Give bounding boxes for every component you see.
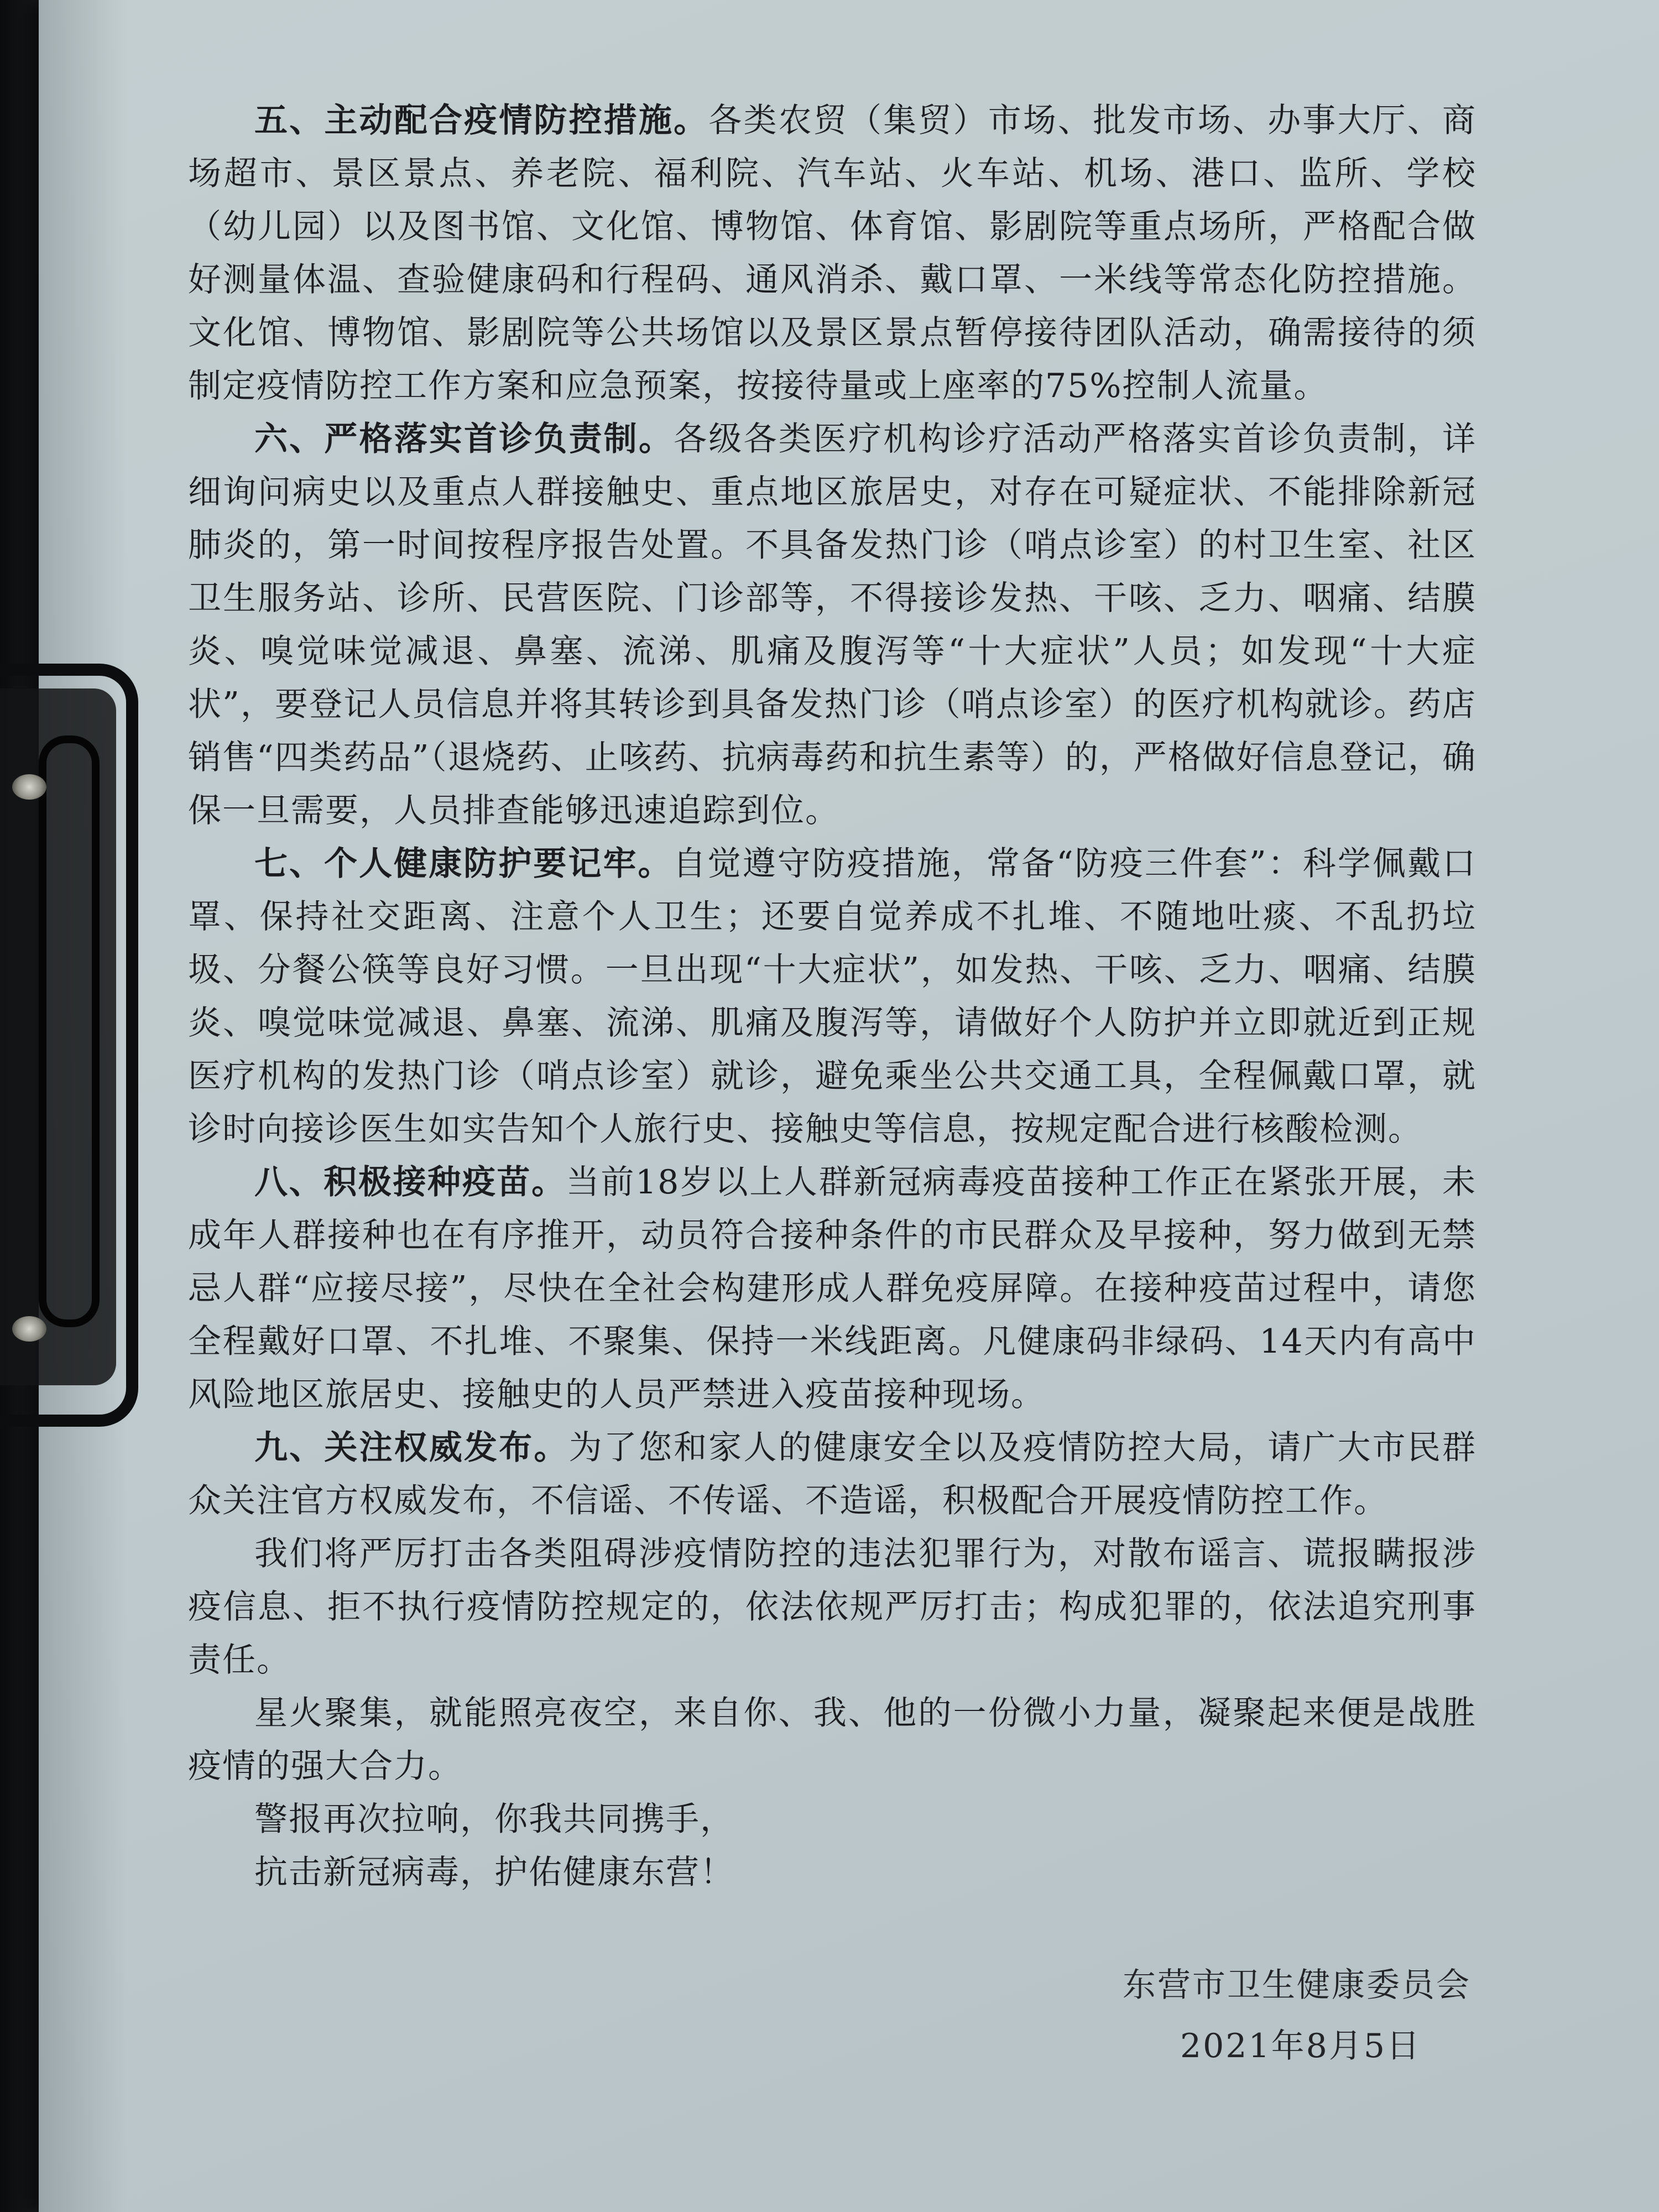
signature-date: 2021年8月5日 xyxy=(1180,2027,1421,2065)
paragraph-6 xyxy=(188,413,1477,837)
binder-clip-wire-icon xyxy=(39,735,100,1327)
signature-org: 东营市卫生健康委员会 xyxy=(1123,1966,1471,2005)
paragraph-heading: 五、主动配合疫情防控措施。 xyxy=(254,101,709,140)
paragraph-text: 各级各类医疗机构诊疗活动严格落实首诊负责制，详细询问病史以及重点人群接触史、重点地区旅居史，对存在可疑症状、不能排除新冠肺炎的，第一时间按程序报告处置。不具备发热门诊（哨点诊室）的村卫生室、社区卫生服务站、诊所、民营医院、门诊部等，不得接诊发热、干咳、乏力、咽痛、结膜炎、嗅觉味觉减退、鼻塞、流涕、肌痛及腹泻等“十大症状”人员；如发现“十大症状”，要登记人员信息并将其转诊到具备发热门诊（哨点诊室）的医疗机构就诊。药店销售“四类药品”（退烧药、止咳药、抗病毒药和抗生素等）的，严格做好信息登记，确保一旦需要，人员排查能够迅速追踪到位。 xyxy=(188,420,1477,830)
paragraph-heading: 六、严格落实首诊负责制。 xyxy=(254,420,674,458)
paragraph-text: 当前18岁以上人群新冠病毒疫苗接种工作正在紧张开展，未成年人群接种也在有序推开，动员符合接种条件的市民群众及早接种，努力做到无禁忌人群“应接尽接”，尽快在全社会构建形成人群免疫屏障。在接种疫苗过程中，请您全程戴好口罩、不扎堆、不聚集、保持一米线距离。凡健康码非绿码、14天内有高中风险地区旅居史、接触史的人员严禁进入疫苗接种现场。 xyxy=(188,1163,1477,1414)
paragraph-7 xyxy=(188,837,1477,1156)
paragraph-heading: 九、关注权威发布。 xyxy=(254,1428,569,1467)
signature-block xyxy=(1051,1955,1471,2077)
closing-line-2: 抗击新冠病毒，护佑健康东营！ xyxy=(254,1853,734,1892)
paragraph-crackdown xyxy=(188,1527,1477,1687)
document-body xyxy=(188,94,1477,1899)
paragraph-solidarity xyxy=(188,1687,1477,1793)
paragraph-text: 我们将严厉打击各类阻碍涉疫情防控的违法犯罪行为，对散布谣言、谎报瞒报涉疫信息、拒不执行疫情防控规定的，依法依规严厉打击；构成犯罪的，依法追究刑事责任。 xyxy=(188,1535,1477,1679)
paragraph-text: 自觉遵守防疫措施，常备“防疫三件套”：科学佩戴口罩、保持社交距离、注意个人卫生；还要自觉养成不扎堆、不随地吐痰、不乱扔垃圾、分餐公筷等良好习惯。一旦出现“十大症状”，如发热、干咳、乏力、咽痛、结膜炎、嗅觉味觉减退、鼻塞、流涕、肌痛及腹泻等，请做好个人防护并立即就近到正规医疗机构的发热门诊（哨点诊室）就诊，避免乘坐公共交通工具，全程佩戴口罩，就诊时向接诊医生如实告知个人旅行史、接触史等信息，按规定配合进行核酸检测。 xyxy=(188,844,1477,1149)
paragraph-text: 各类农贸（集贸）市场、批发市场、办事大厅、商场超市、景区景点、养老院、福利院、汽车站、火车站、机场、港口、监所、学校（幼儿园）以及图书馆、文化馆、博物馆、体育馆、影剧院等重点场所，严格配合做好测量体温、查验健康码和行程码、通风消杀、戴口罩、一米线等常态化防控措施。文化馆、博物馆、影剧院等公共场馆以及景区景点暂停接待团队活动，确需接待的须制定疫情防控工作方案和应急预案，按接待量或上座率的75%控制人流量。 xyxy=(188,101,1477,405)
clip-ring-bottom-icon xyxy=(12,1316,46,1342)
paragraph-text: 星火聚集，就能照亮夜空，来自你、我、他的一份微小力量，凝聚起来便是战胜疫情的强大合力。 xyxy=(188,1694,1477,1786)
paragraph-heading: 七、个人健康防护要记牢。 xyxy=(254,844,673,883)
paragraph-8 xyxy=(188,1156,1477,1421)
paragraph-heading: 八、积极接种疫苗。 xyxy=(254,1163,566,1202)
paragraph-5 xyxy=(188,94,1477,413)
closing-line-1: 警报再次拉响，你我共同携手， xyxy=(254,1800,734,1839)
clip-ring-top-icon xyxy=(12,774,46,800)
paragraph-9 xyxy=(188,1421,1477,1527)
paragraph-text: 为了您和家人的健康安全以及疫情防控大局，请广大市民群众关注官方权威发布，不信谣、不传谣、不造谣，积极配合开展疫情防控工作。 xyxy=(188,1428,1477,1520)
